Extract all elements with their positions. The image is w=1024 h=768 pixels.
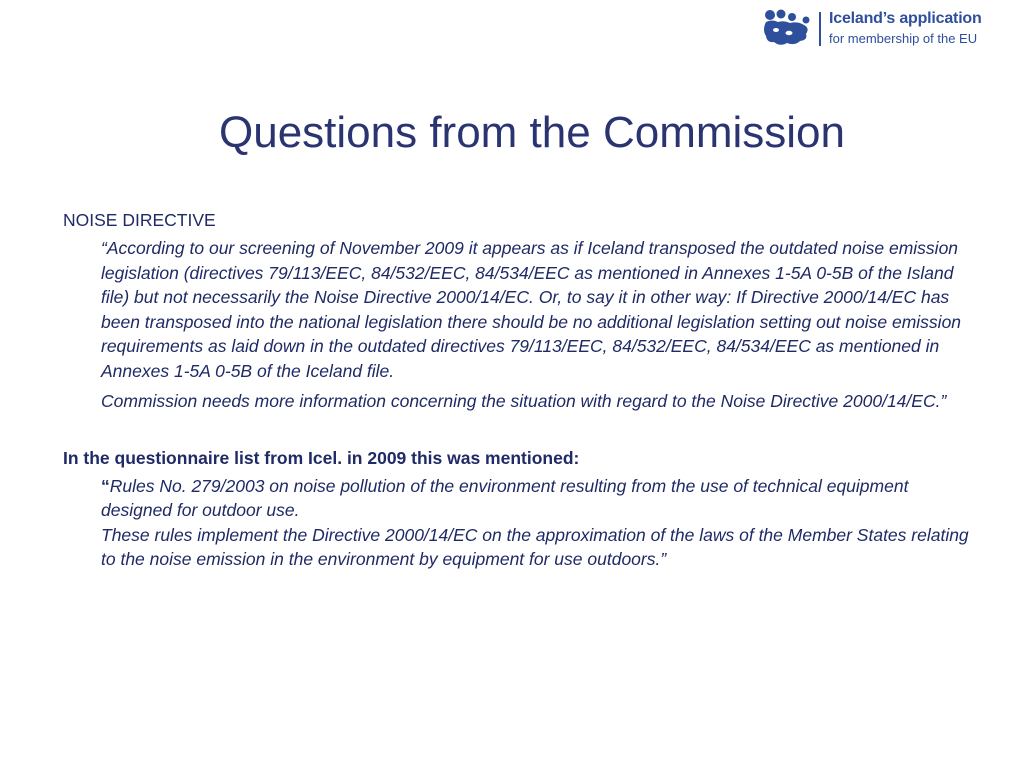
logo-divider [819, 12, 821, 46]
logo-subtitle: for membership of the EU [829, 31, 978, 46]
quote-line [101, 474, 973, 523]
slide-body [63, 208, 973, 572]
commission-quote [101, 236, 973, 414]
quote-paragraph: Commission needs more information concerning the situation with regard to the Noise Directive 2000/14/EC.” [101, 391, 947, 411]
open-quote-mark: “ [101, 475, 110, 496]
section-heading-noise-directive: NOISE DIRECTIVE [63, 210, 216, 230]
section-heading-questionnaire: In the questionnaire list from Icel. in 2009 this was mentioned: [63, 447, 580, 468]
quote-paragraph: “According to our screening of November 2009 it appears as if Iceland transposed the outdated noise emission legislation (directives 79/113/EEC, 84/532/EEC, 84/534/EEC as mentioned in Annexes 1-5A 0-5B of the Island file) but not necessarily the Noise Directive 2000/14/EC. Or, to say it in other way: If Directive 2000/14/EC has been transposed into the national legislation there should be no additional legislation setting out noise emission requirements as laid down in the outdated directives 79/113/EEC, 84/532/EEC, 84/534/EEC as mentioned in Annexes 1-5A 0-5B of the Iceland file. [101, 238, 962, 381]
quote-line: These rules implement the Directive 2000/14/EC on the approximation of the laws of the Member States relating to the noise emission in the environment by equipment for use outdoors.” [101, 524, 969, 569]
logo [762, 8, 1018, 50]
slide-title: Questions from the Commission [219, 108, 845, 157]
iceland-logo-icon [762, 8, 812, 50]
quote-text: Rules No. 279/2003 on noise pollution of the environment resulting from the use of technical equipment designed for outdoor use. [101, 475, 909, 520]
logo-title: Iceland’s application [829, 10, 982, 27]
questionnaire-quote [101, 474, 973, 572]
spacer [63, 420, 973, 446]
